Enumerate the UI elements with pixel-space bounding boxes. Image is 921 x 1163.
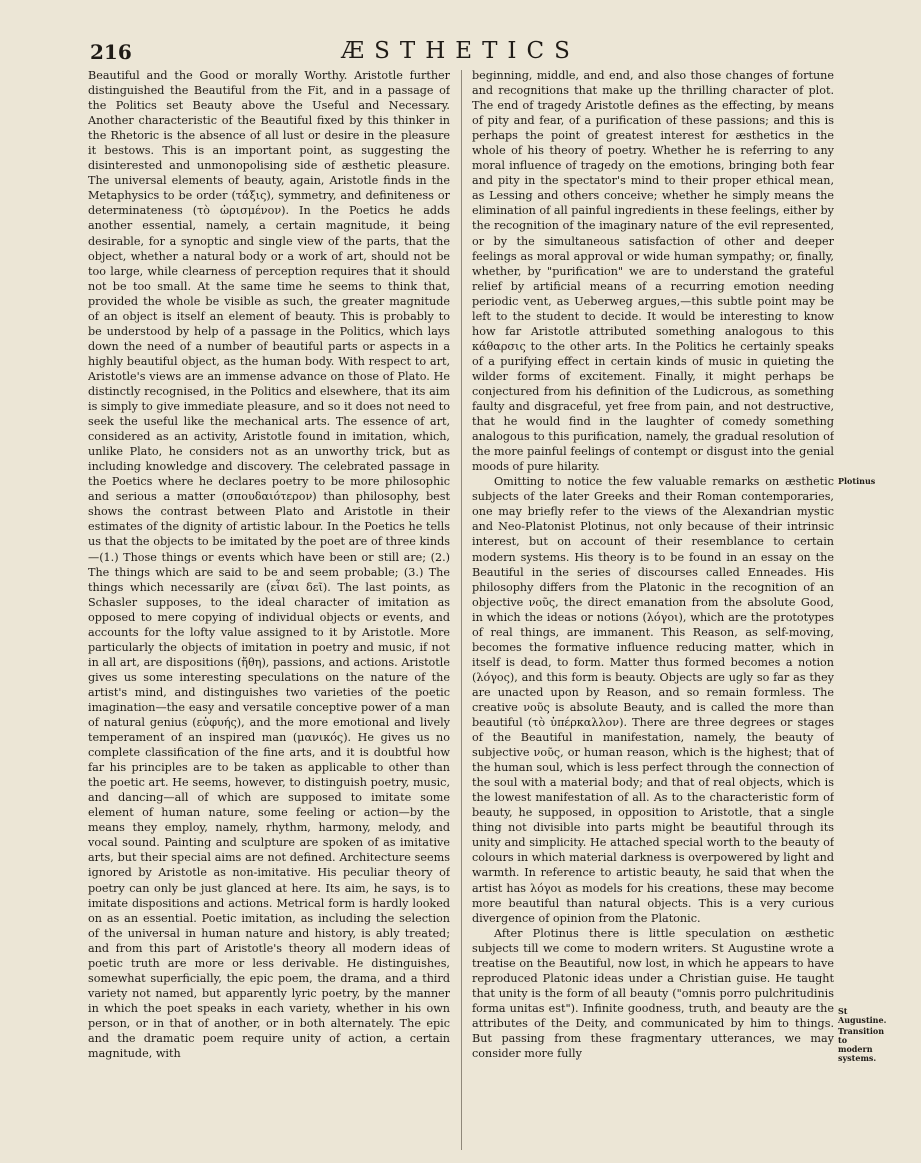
left-column [88, 68, 450, 1153]
right-column [472, 68, 834, 1153]
column-divider [461, 70, 462, 1150]
paragraph: beginning, middle, and end, and also those changes of fortune and recognitions that make up the thrilling character of plot. The end of tragedy Aristotle defines as the effecting, by means of pity and fear, of a purification of these passions; and this is perhaps the point of greatest interest for æsthetics in the whole of his theory of poetry. Whether he is referring to any moral influence of tragedy on the emotions, bringing both fear and pity in the spectator's mind to their proper ethical mean, as Lessing and others conceive; whether he simply means the elimination of all painful ingredients in these feelings, either by the recognition of the imaginary nature of the evil represented, or by the simultaneous satisfaction of other and deeper feelings as moral approval or wide human sympathy; or, finally, whether, by "purification" we are to understand the grateful relief by artificial means of a recurring emotion needing periodic vent, as Ueberweg argues,—this subtle point may be left to the student to decide. It would be interesting to know how far Aristotle attributed something analogous to this κάθαρσις to the other arts. In the Politics he certainly speaks of a purifying effect in certain kinds of music in quieting the wilder forms of excitement. Finally, it might perhaps be conjectured from his definition of the Ludicrous, as something faulty and disgraceful, yet free from pain, and not destructive, that he would find in the laughter of comedy something analogous to this purification, namely, the gradual resolution of the more painful feelings of contempt or disgust into the genial moods of pure hilarity. [472, 69, 834, 474]
running-title: ÆSTHETICS [341, 38, 580, 64]
side-note-plotinus: Plotinus [838, 476, 876, 486]
side-note-transition: Transition to modern systems. [838, 1026, 885, 1063]
paragraph: After Plotinus there is little speculation on æsthetic subjects till we come to modern writers. St Augustine wrote a treatise on the Beautiful, now lost, in which he appears to have reproduced Platonic ideas under a Christian guise. He taught that unity is the form of all beauty ("omnis porro pulchritudinis forma unitas est"). Infinite goodness, truth, and beauty are the attributes of the Deity, and communicated by him to things. But passing from these fragmentary utterances, we may consider more fully [472, 926, 834, 1061]
side-note-augustine: St Augustine. [838, 1006, 887, 1025]
paragraph: Beautiful and the Good or morally Worthy. Aristotle further distinguished the Beautiful from the Fit, and in a passage of the Politics set Beauty above the Useful and Necessary. Another characteristic of the Beautiful fixed by this thinker in the Rhetoric is the absence of all lust or desire in the pleasure it bestows. This is an important point, as suggesting the disinterested and unmonopolising side of æsthetic pleasure. The universal elements of beauty, again, Aristotle finds in the Metaphysics to be order (τάξις), symmetry, and definiteness or determinateness (τὸ ὡρισμένον). In the Poetics he adds another essential, namely, a certain magnitude, it being desirable, for a synoptic and single view of the parts, that the object, whether a natural body or a work of art, should not be too large, while clearness of perception requires that it should not be too small. At the same time he seems to think that, provided the whole be visible as such, the greater magnitude of an object is itself an element of beauty. This is probably to be understood by help of a passage in the Politics, which lays down the need of a number of beautiful parts or aspects in a highly beautiful object, as the human body. With respect to art, Aristotle's views are an immense advance on those of Plato. He distinctly recognised, in the Politics and elsewhere, that its aim is simply to give immediate pleasure, and so it does not need to seek the useful like the mechanical arts. The essence of art, considered as an activity, Aristotle found in imitation, which, unlike Plato, he considers not as an unworthy trick, but as including knowledge and discovery. The celebrated passage in the Poetics where he declares poetry to be more philosophic and serious a matter (σπουδαιότερον) than philosophy, best shows the contrast between Plato and Aristotle in their estimates of the dignity of artistic labour. In the Poetics he tells us that the objects to be imitated by the poet are of three kinds—(1.) Those things or events which have been or still are; (2.) The things which are said to be and seem probable; (3.) The things which necessarily are (εἶναι δεῖ). The last points, as Schasler supposes, to the ideal character of imitation as opposed to mere copying of individual objects or events, and accounts for the lofty value assigned to it by Aristotle. More particularly the objects of imitation in poetry and music, if not in all art, are dispositions (ἤθη), passions, and actions. Aristotle gives us some interesting speculations on the nature of the artist's mind, and distinguishes two varieties of the poetic imagination—the easy and versatile conceptive power of a man of natural genius (εὐφυής), and the more emotional and lively temperament of an inspired man (μανικός). He gives us no complete classification of the fine arts, and it is doubtful how far his principles are to be taken as applicable to other than the poetic art. He seems, however, to distinguish poetry, music, and dancing—all of which are supposed to imitate some element of human nature, some feeling or action—by the means they employ, namely, rhythm, harmony, melody, and vocal sound. Painting and sculpture are spoken of as imitative arts, but their special aims are not defined. Architecture seems ignored by Aristotle as non-imitative. His peculiar theory of poetry can only be just glanced at here. Its aim, he says, is to imitate dispositions and actions. Metrical form is hardly looked on as an essential. Poetic imitation, as including the selection of the universal in human nature and history, is ably treated; and from this part of Aristotle's theory all modern ideas of poetic truth are more or less derivable. He distinguishes, somewhat superficially, the epic poem, the drama, and a third variety not named, but apparently lyric poetry, by the manner in which the poet speaks in each variety, whether in his own person, or in that of another, or in both alternately. The epic and the dramatic poem require unity of action, a certain magnitude, with [88, 69, 450, 1061]
paragraph: Omitting to notice the few valuable remarks on æsthetic subjects of the later Greeks and their Roman contemporaries, one may briefly refer to the views of the Alexandrian mystic and Neo-Platonist Plotinus, not only because of their intrinsic interest, but on account of their resemblance to certain modern systems. His theory is to be found in an essay on the Beautiful in the series of discourses called Enneades. His philosophy differs from the Platonic in the recognition of an objective νοῦς, the direct emanation from the absolute Good, in which the ideas or notions (λόγοι), which are the prototypes of real things, are immanent. This Reason, as self-moving, becomes the formative influence reducing matter, which in itself is dead, to form. Matter thus formed becomes a notion (λόγος), and this form is beauty. Objects are ugly so far as they are unacted upon by Reason, and so remain formless. The creative νοῦς is absolute Beauty, and is called the more than beautiful (τὸ ὑπέρκαλλον). There are three degrees or stages of the Beautiful in manifestation, namely, the beauty of subjective νοῦς, or human reason, which is the highest; that of the human soul, which is less perfect through the connection of the soul with a material body; and that of real objects, which is the lowest manifestation of all. As to the characteristic form of beauty, he supposed, in opposition to Aristotle, that a single thing not divisible into parts might be beautiful through its unity and simplicity. He attached special worth to the beauty of colours in which material darkness is overpowered by light and warmth. In reference to artistic beauty, he said that when the artist has λόγοι as models for his creations, these may become more beautiful than natural objects. This is a very curious divergence of opinion from the Platonic. [472, 475, 834, 925]
page-number: 216 [90, 40, 132, 64]
